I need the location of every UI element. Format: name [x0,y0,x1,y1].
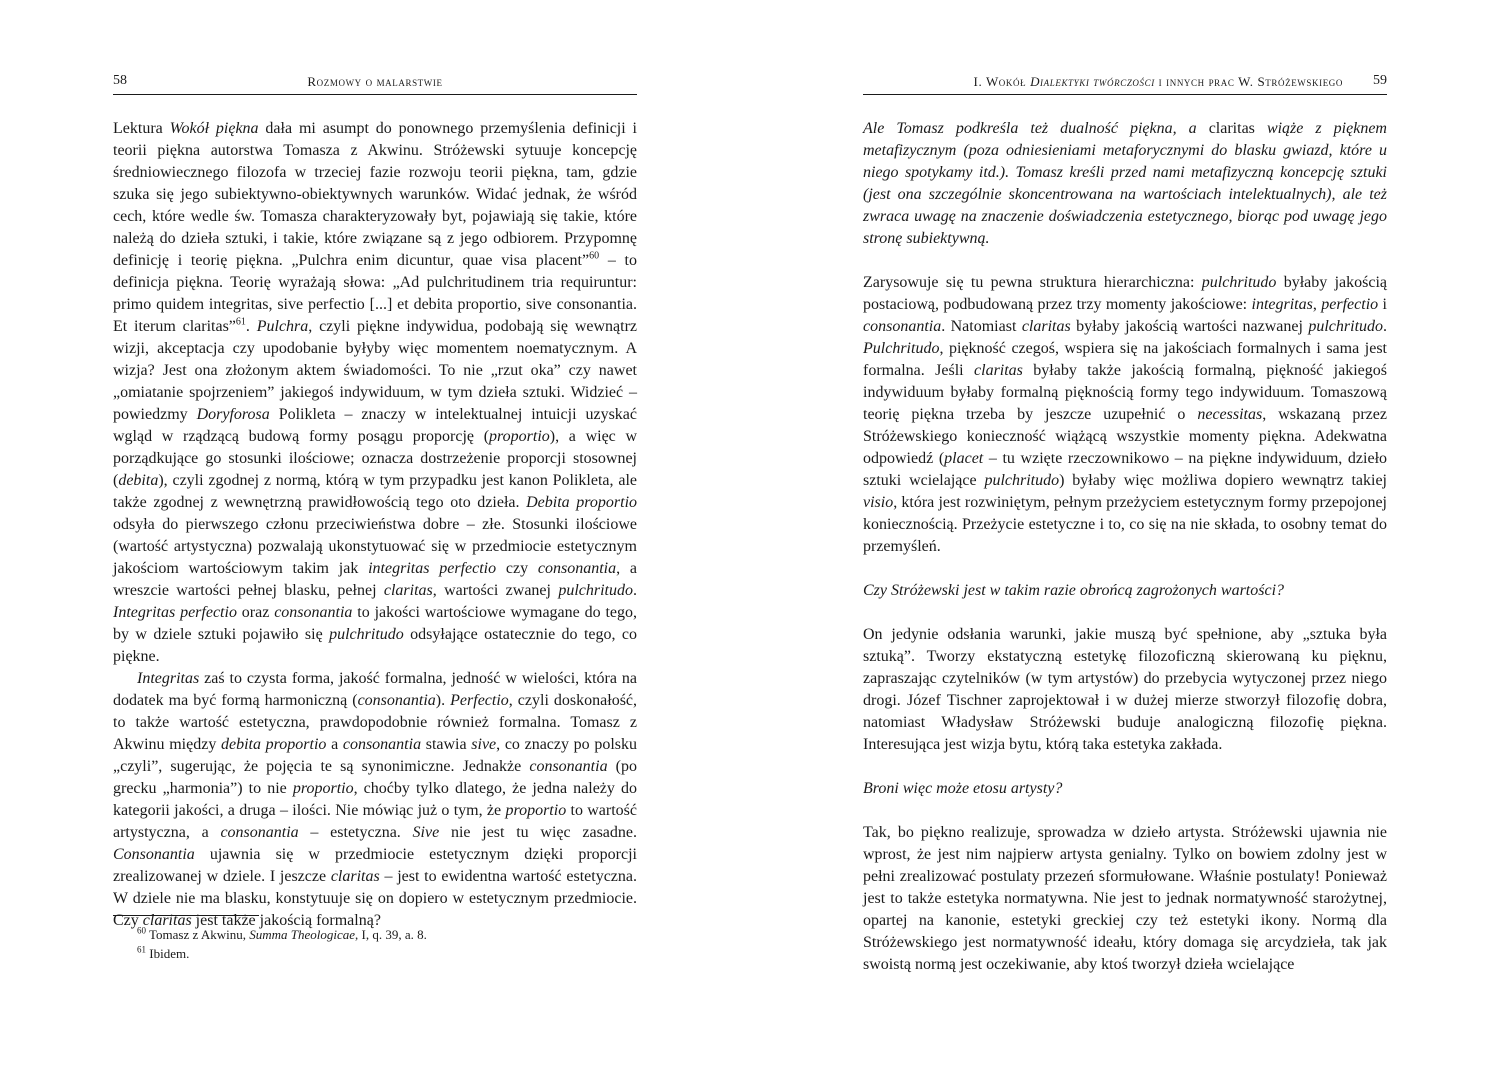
running-title: Rozmowy o malarstwie [307,74,443,89]
running-header [863,72,1387,95]
interview-answer: Tak, bo piękno realizuje, sprowadza w dzieło artysta. Stróżewski ujawnia nie wprost, że jest nim najpierw artysta genialny. Tylko on bowiem zdolny jest w pełni zrealizować postulaty przezeń sformułowane. Właśnie postulaty! Ponieważ jest to także estetyka normatywna. Nie jest to jednak normatywność starożytnej, opartej na kanonie, estetyki greckiej czy też estetyki ikony. Normą dla Stróżewskiego jest normatywność ideału, który domaga się arcydzieła, tak jak swoistą normą jest oczekiwanie, aby ktoś tworzył dzieła wcielające [863,824,1387,973]
footnote-divider [113,915,259,916]
body-text [863,118,1387,976]
footnote-ref: 60 [589,250,600,262]
footnote: $^{61}$ Ibidem. [137,944,190,961]
footnote-ref: 61 [235,316,246,328]
interview-question: Broni więc może etosu artysty? [863,780,1063,797]
paragraph: Lektura Wokół piękna dała mi asumpt do ponownego przemyślenia definicji i teorii piękna autorstwa Tomasza z Akwinu. Stróżewski sytuuje koncepcję średniowiecznego filozofa w trzeciej fazie rozwoju teorii piękna, tam, gdzie szuka się jego subiektywno-obiektywnych warunków. Widać jednak, że wśród cech, które wedle św. Tomasza charakteryzowały byt, pojawiają się takie, które należą do dzieła sztuki, i takie, które związane są z jego odbiorem. Przypomnę definicję i teorię piękna. „Pulchra enim dicuntur, quae visa placent”$^{60}$ – to definicja piękna. Teorię wyrażają słowa: „Ad pulchritudinem tria requiruntur: primo quidem integritas, sive perfectio [...] et debita proportio, sive consonantia. Et iterum claritas”$^{61}$. Pulchra, czyli piękne indywidua, podobają się wewnątrz wizji, akceptacja czy upodobanie byłyby więc momentem noematycznym. A wizja? Jest ona złożonym aktem świadomości. To nie „rzut oka” czy nawet „omiatanie spojrzeniem” jakiegoś indywiduum, w tym dzieła sztuki. Widzieć – powiedzmy Doryforosa Polikleta – znaczy w intelektualnej intuicji uzyskać wgląd w rządzącą budową formy posągu proporcję (proportio), a więc w porządkujące go stosunki ilościowe; oznacza dostrzeżenie proporcji stosownej (debita), czyli zgodnej z normą, którą w tym przypadku jest kanon Polikleta, ale także zgodnej z wewnętrzną prawidłowością tego oto dzieła. Debita proportio odsyła do pierwszego członu przeciwieństwa dobre – złe. Stosunki ilościowe (wartość artystyczna) pozwalają ukonstytuować się w przedmiocie estetycznym jakościom wartościowym takim jak integritas perfectio czy consonantia, a wreszcie wartości pełnej blasku, pełnej claritas, wartości zwanej pulchritudo. Integritas perfectio oraz consonantia to jakości wartościowe wymagane do tego, by w dziele sztuki pojawiło się pulchritudo odsyłające ostatecznie do tego, co piękne. [113,120,638,665]
interview-question: Czy Stróżewski jest w takim razie obrońcą zagrożonych wartości? [863,582,1285,599]
page-number: 58 [113,73,127,88]
page-number: 59 [1373,73,1387,88]
running-title: I. Wokół Dialektyki twórczości i innych prac W. Stróżewskiego [973,74,1343,89]
interview-question: Ale Tomasz podkreśla też dualność piękna, a claritas wiąże z pięknem metafizycznym (poza odniesieniami metaforycznymi do blasku gwiazd, które u niego spotykamy itd.). Tomasz kreśli przed nami metafizyczną koncepcję sztuki (jest ona szczególnie skoncentrowana na wartościach intelektualnych), ale też zwraca uwagę na znaczenie doświadczenia estetycznego, biorąc pod uwagę jego stronę subiektywną. [863,120,1387,247]
paragraph: Integritas zaś to czysta forma, jakość formalna, jedność w wielości, która na dodatek ma być formą harmoniczną (consonantia). Perfectio, czyli doskonałość, to także wartość estetyczna, prawdopodobnie również formalna. Tomasz z Akwinu między debita proportio a consonantia stawia sive, co znaczy po polsku „czyli”, sugerując, że pojęcia te są synonimiczne. Jednakże consonantia (po grecku „harmonia”) to nie proportio, choćby tylko dlatego, że jedna należy do kategorii jakości, a druga – ilości. Nie mówiąc już o tym, że proportio to wartość artystyczna, a consonantia – estetyczna. Sive nie jest tu więc zasadne. Consonantia ujawnia się w przedmiocie estetycznym dzięki proporcji zrealizowanej w dziele. I jeszcze claritas – jest to ewidentna wartość estetyczna. W dziele nie ma blasku, konstytuuje się on dopiero w estetycznym przedmiocie. Czy claritas jest także jakością formalną? [113,670,638,929]
footnote: $^{60}$ Tomasz z Akwinu, Summa Theologicae, I, q. 39, a. 8. [137,925,427,942]
interview-answer: Zarysowuje się tu pewna struktura hierarchiczna: pulchritudo byłaby jakością postaciową, podbudowaną przez trzy momenty jakościowe: integritas, perfectio i consonantia. Natomiast claritas byłaby jakością wartości nazwanej pulchritudo. Pulchritudo, piękność czegoś, wspiera się na jakościach formalnych i sama jest formalna. Jeśli claritas byłaby także jakością formalną, piękność jakiegoś indywiduum byłaby formalną pięknością formy tego indywiduum. Tomaszową teorię piękna trzeba by jeszcze uzupełnić o necessitas, wskazaną przez Stróżewskiego konieczność wiążącą wszystkie momenty piękna. Adekwatna odpowiedź (placet – tu wzięte rzeczownikowo – na piękne indywiduum, dzieło sztuki wcielające pulchritudo) byłaby więc możliwa dopiero wewnątrz takiej visio, która jest rozwiniętym, pełnym przeżyciem estetycznym formy przepojonej koniecznością. Przeżycie estetyczne i to, co się na nie składa, to osobny temat do przemyśleń. [863,274,1388,555]
running-header [113,72,637,95]
interview-answer: On jedynie odsłania warunki, jakie muszą być spełnione, aby „sztuka była sztuką”. Tworzy ekstatyczną estetykę filozoficzną skierowaną ku pięknu, zapraszając czytelników (w tym artystów) do przebycia wytyczonej przez niego drogi. Józef Tischner zaprojektował i w dużej mierze stworzył filozofię dobra, natomiast Władysław Stróżewski buduje analogiczną filozofię piękna. Interesująca jest wizja bytu, którą taka estetyka zakłada. [863,626,1387,753]
body-text [113,118,637,932]
